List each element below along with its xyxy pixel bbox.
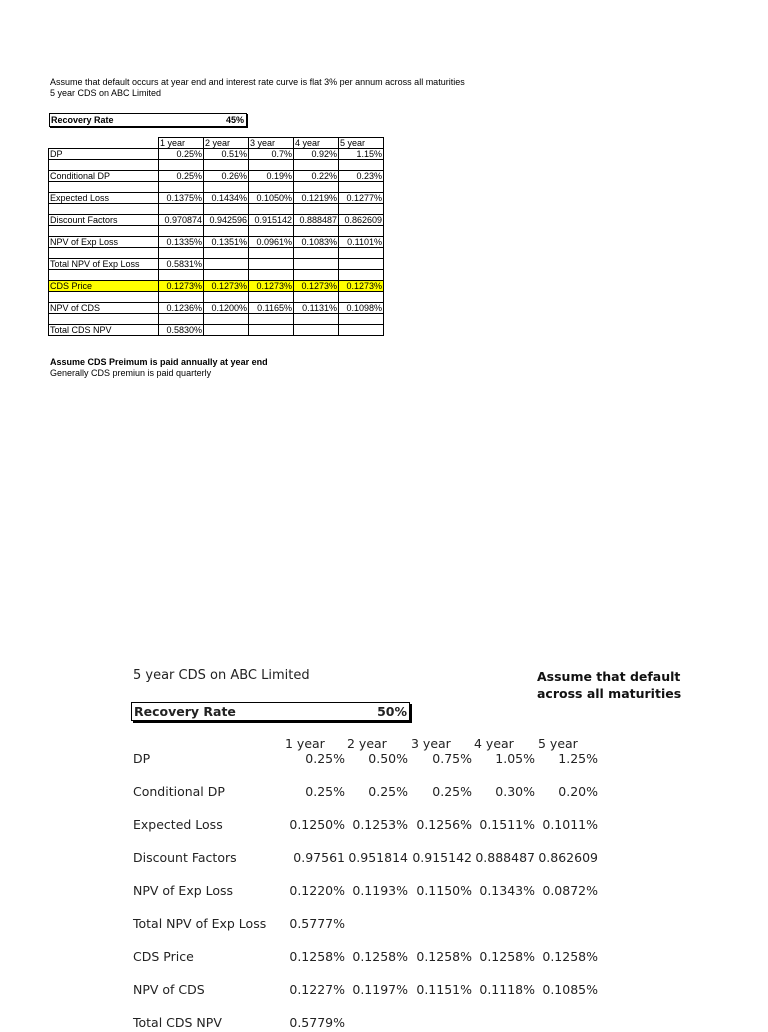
big-recovery-rate-value: 50% [377,704,407,719]
empty-cell [339,160,384,171]
empty-cell [294,226,339,237]
header-cell: 1 year [159,138,204,149]
value-cell: 0.1050% [249,193,294,204]
row-label: Discount Factors [49,215,159,226]
spacer-row [49,314,384,325]
value-cell: 0.942596 [204,215,249,226]
value-cell: 0.7% [249,149,294,160]
empty-cell [339,292,384,303]
big-value-cell: 0.915142 [412,850,472,865]
big-value-cell: 1.05% [495,751,535,766]
table-row [49,171,384,182]
cds-title: 5 year CDS on ABC Limited [50,88,162,98]
empty-cell [249,292,294,303]
value-cell: 0.970874 [159,215,204,226]
big-row-label: NPV of Exp Loss [133,883,234,898]
big-header-cell: 5 year [538,736,578,751]
empty-cell [249,160,294,171]
big-value-cell: 0.1511% [479,817,535,832]
value-cell: 0.1273% [159,281,204,292]
empty-cell [204,248,249,259]
premium-note: Generally CDS premiun is paid quarterly [50,368,212,378]
big-value-cell: 0.951814 [348,850,408,865]
value-cell [249,259,294,270]
big-value-cell: 0.5777% [289,916,345,931]
table-row [49,325,384,336]
big-header-cell: 1 year [285,736,325,751]
empty-cell [294,204,339,215]
big-value-cell: 0.97561 [293,850,345,865]
big-header-cell: 2 year [347,736,387,751]
big-value-cell: 0.1085% [542,982,598,997]
header-cell: 2 year [204,138,249,149]
spacer-row [49,226,384,237]
big-value-cell: 0.0872% [542,883,598,898]
empty-cell [204,160,249,171]
value-cell: 0.1219% [294,193,339,204]
big-recovery-rate-box [131,702,410,721]
value-cell [339,259,384,270]
big-cds-title: 5 year CDS on ABC Limited [133,668,310,683]
table-row [49,237,384,248]
header-cell: 5 year [339,138,384,149]
big-row-label: NPV of CDS [133,982,205,997]
big-row-label: Total CDS NPV [133,1015,222,1030]
value-cell [294,325,339,336]
empty-cell [159,292,204,303]
value-cell [204,259,249,270]
big-value-cell: 0.5779% [289,1015,345,1030]
empty-cell [159,270,204,281]
big-row-label: Total NPV of Exp Loss [133,916,267,931]
value-cell: 0.5831% [159,259,204,270]
empty-cell [294,182,339,193]
value-cell: 0.862609 [339,215,384,226]
table-corner [49,138,159,149]
value-cell [294,259,339,270]
big-value-cell: 0.25% [305,751,345,766]
big-value-cell: 0.1258% [352,949,408,964]
big-value-cell: 0.1250% [289,817,345,832]
value-cell: 0.915142 [249,215,294,226]
value-cell [249,325,294,336]
value-cell: 0.1273% [249,281,294,292]
table-row [49,259,384,270]
big-recovery-rate-label: Recovery Rate [134,704,236,719]
value-cell: 0.25% [159,171,204,182]
table-row [49,281,384,292]
spacer-row [49,270,384,281]
big-value-cell: 0.888487 [475,850,535,865]
big-row-label: DP [133,751,151,766]
value-cell: 0.1101% [339,237,384,248]
value-cell: 1.15% [339,149,384,160]
value-cell: 0.1098% [339,303,384,314]
empty-cell [339,314,384,325]
value-cell: 0.92% [294,149,339,160]
big-row-label: CDS Price [133,949,194,964]
value-cell: 0.1165% [249,303,294,314]
big-value-cell: 0.1256% [416,817,472,832]
empty-cell [249,226,294,237]
row-label: NPV of Exp Loss [49,237,159,248]
big-value-cell: 0.1258% [416,949,472,964]
value-cell: 0.5830% [159,325,204,336]
empty-cell [339,204,384,215]
value-cell: 0.22% [294,171,339,182]
empty-cell [339,248,384,259]
big-value-cell: 0.50% [368,751,408,766]
value-cell: 0.0961% [249,237,294,248]
big-value-cell: 0.1227% [289,982,345,997]
big-row-label: Conditional DP [133,784,225,799]
row-label: DP [49,149,159,160]
empty-cell [249,182,294,193]
table-row [49,303,384,314]
empty-cell [294,292,339,303]
empty-cell [339,226,384,237]
premium-assumption: Assume CDS Preimum is paid annually at year end [50,357,268,367]
table-row [49,215,384,226]
value-cell: 0.1351% [204,237,249,248]
empty-cell [339,270,384,281]
spacer-row [49,204,384,215]
empty-cell [159,182,204,193]
empty-cell [339,182,384,193]
empty-cell [49,292,159,303]
empty-cell [49,314,159,325]
value-cell: 0.1277% [339,193,384,204]
row-label: Total CDS NPV [49,325,159,336]
empty-cell [159,248,204,259]
big-value-cell: 0.30% [495,784,535,799]
big-value-cell: 0.862609 [538,850,598,865]
big-value-cell: 0.1118% [479,982,535,997]
value-cell: 0.888487 [294,215,339,226]
header-cell: 4 year [294,138,339,149]
spacer-row [49,292,384,303]
empty-cell [204,270,249,281]
big-value-cell: 0.75% [432,751,472,766]
big-row-label: Expected Loss [133,817,223,832]
value-cell: 0.1273% [204,281,249,292]
empty-cell [294,248,339,259]
value-cell: 0.1200% [204,303,249,314]
empty-cell [49,248,159,259]
cds-table [48,137,384,336]
table-row [49,193,384,204]
big-value-cell: 0.25% [368,784,408,799]
row-label: NPV of CDS [49,303,159,314]
value-cell: 0.1273% [339,281,384,292]
value-cell: 0.1131% [294,303,339,314]
value-cell: 0.1434% [204,193,249,204]
empty-cell [249,248,294,259]
row-label: Total NPV of Exp Loss [49,259,159,270]
spacer-row [49,182,384,193]
table-header-row [49,138,384,149]
empty-cell [204,204,249,215]
empty-cell [49,160,159,171]
value-cell [339,325,384,336]
big-assumption-note [537,668,681,702]
value-cell: 0.1083% [294,237,339,248]
big-value-cell: 0.25% [432,784,472,799]
value-cell: 0.1273% [294,281,339,292]
empty-cell [249,314,294,325]
spacer-row [49,160,384,171]
empty-cell [49,204,159,215]
big-value-cell: 0.20% [558,784,598,799]
value-cell: 0.51% [204,149,249,160]
big-value-cell: 0.1258% [289,949,345,964]
big-row-label: Discount Factors [133,850,237,865]
value-cell: 0.26% [204,171,249,182]
big-value-cell: 1.25% [558,751,598,766]
spacer-row [49,248,384,259]
big-note-line2: across all maturities [537,686,682,701]
value-cell: 0.19% [249,171,294,182]
assumption-note: Assume that default occurs at year end and interest rate curve is flat 3% per annum across all maturities [50,77,465,87]
row-label: Conditional DP [49,171,159,182]
big-value-cell: 0.1151% [416,982,472,997]
table-row [49,149,384,160]
empty-cell [294,270,339,281]
big-value-cell: 0.1253% [352,817,408,832]
value-cell: 0.1335% [159,237,204,248]
recovery-rate-value: 45% [225,115,244,125]
empty-cell [159,226,204,237]
big-value-cell: 0.1258% [542,949,598,964]
big-value-cell: 0.1258% [479,949,535,964]
big-value-cell: 0.1343% [479,883,535,898]
value-cell: 0.25% [159,149,204,160]
recovery-rate-box [49,113,247,127]
value-cell: 0.1236% [159,303,204,314]
big-value-cell: 0.1197% [352,982,408,997]
big-header-cell: 3 year [411,736,451,751]
recovery-rate-label: Recovery Rate [51,115,114,125]
empty-cell [294,314,339,325]
empty-cell [204,292,249,303]
value-cell: 0.23% [339,171,384,182]
empty-cell [49,182,159,193]
empty-cell [249,270,294,281]
big-value-cell: 0.1150% [416,883,472,898]
big-value-cell: 0.1193% [352,883,408,898]
empty-cell [204,182,249,193]
empty-cell [159,314,204,325]
header-cell: 3 year [249,138,294,149]
empty-cell [159,160,204,171]
value-cell: 0.1375% [159,193,204,204]
empty-cell [294,160,339,171]
empty-cell [159,204,204,215]
row-label: CDS Price [49,281,159,292]
value-cell [204,325,249,336]
big-value-cell: 0.1220% [289,883,345,898]
big-note-line1: Assume that default [537,669,681,684]
empty-cell [249,204,294,215]
big-header-cell: 4 year [474,736,514,751]
empty-cell [204,226,249,237]
empty-cell [49,270,159,281]
empty-cell [49,226,159,237]
big-value-cell: 0.1011% [542,817,598,832]
empty-cell [204,314,249,325]
row-label: Expected Loss [49,193,159,204]
big-value-cell: 0.25% [305,784,345,799]
